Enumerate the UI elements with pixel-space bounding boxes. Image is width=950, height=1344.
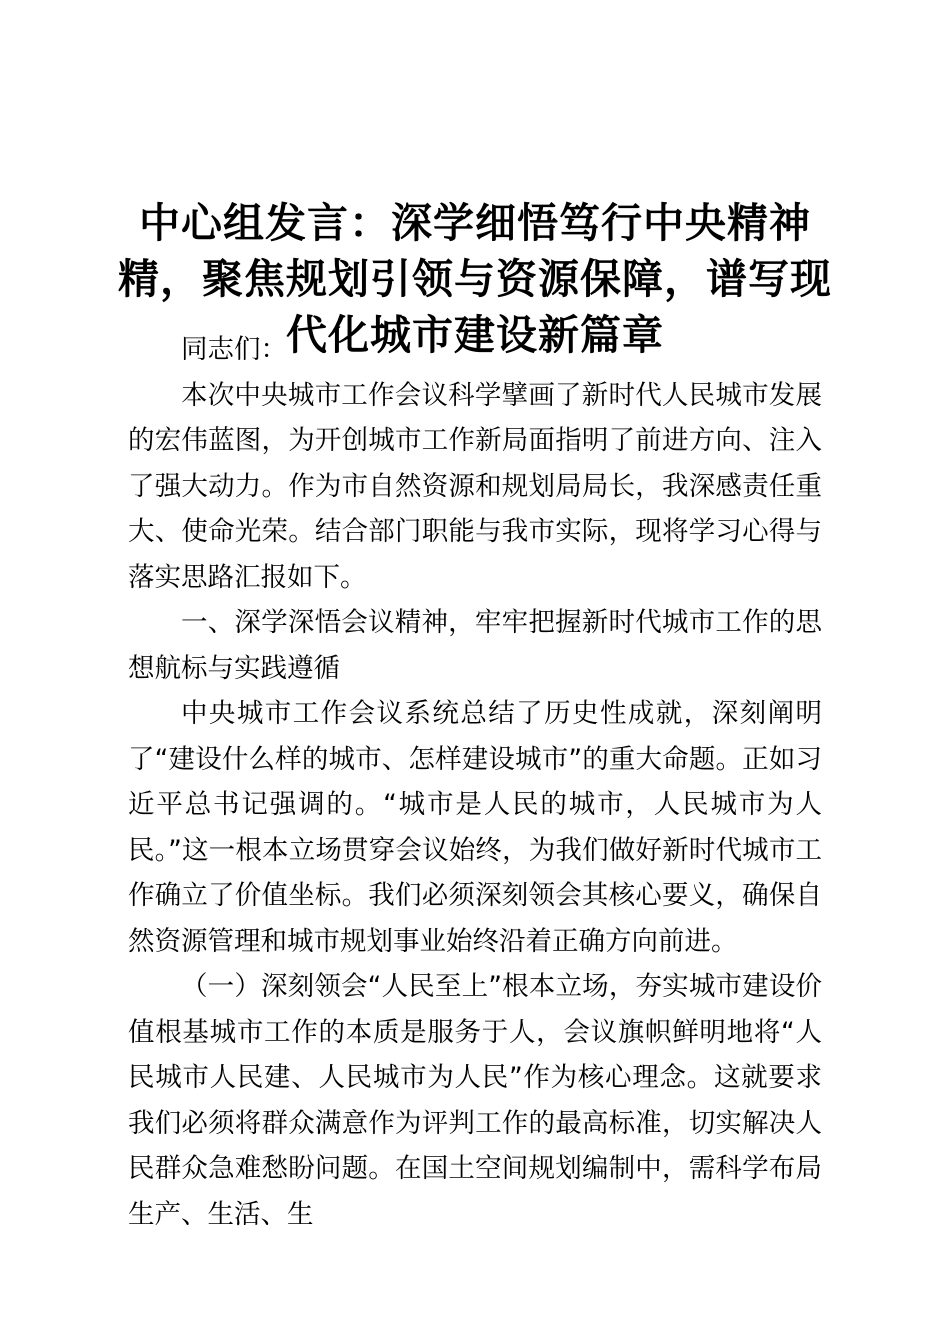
- paragraph-section-1: 中央城市工作会议系统总结了历史性成就，深刻阐明了“建设什么样的城市、怎样建设城市”的重大命题。正如习近平总书记强调的。“城市是人民的城市，人民城市为人民。”这一根本立场贯穿会议始终，为我们做好新时代城市工作确立了价值坐标。我们必须深刻领会其核心要义，确保自然资源管理和城市规划事业始终沿着正确方向前进。: [128, 698, 822, 957]
- document-title: 中心组发言：深学细悟笃行中央精神精，聚焦规划引领与资源保障，谱写现代化城市建设新篇章: [118, 199, 832, 360]
- document-body: [128, 327, 822, 1237]
- section-heading-1: 一、深学深悟会议精神，牢牢把握新时代城市工作的思想航标与实践遵循: [128, 607, 822, 684]
- salutation: 同志们：: [181, 334, 287, 365]
- paragraph-subsection-1: （一）深刻领会“人民至上”根本立场，夯实城市建设价值根基城市工作的本质是服务于人，会议旗帜鲜明地将“人民城市人民建、人民城市为人民”作为核心理念。这就要求我们必须将群众满意作为评判工作的最高标准，切实解决人民群众急难愁盼问题。在国土空间规划编制中，需科学布局生产、生活、生: [128, 971, 822, 1230]
- paragraph-intro: 本次中央城市工作会议科学擘画了新时代人民城市发展的宏伟蓝图，为开创城市工作新局面指明了前进方向、注入了强大动力。作为市自然资源和规划局局长，我深感责任重大、使命光荣。结合部门职能与我市实际，现将学习心得与落实思路汇报如下。: [128, 379, 822, 593]
